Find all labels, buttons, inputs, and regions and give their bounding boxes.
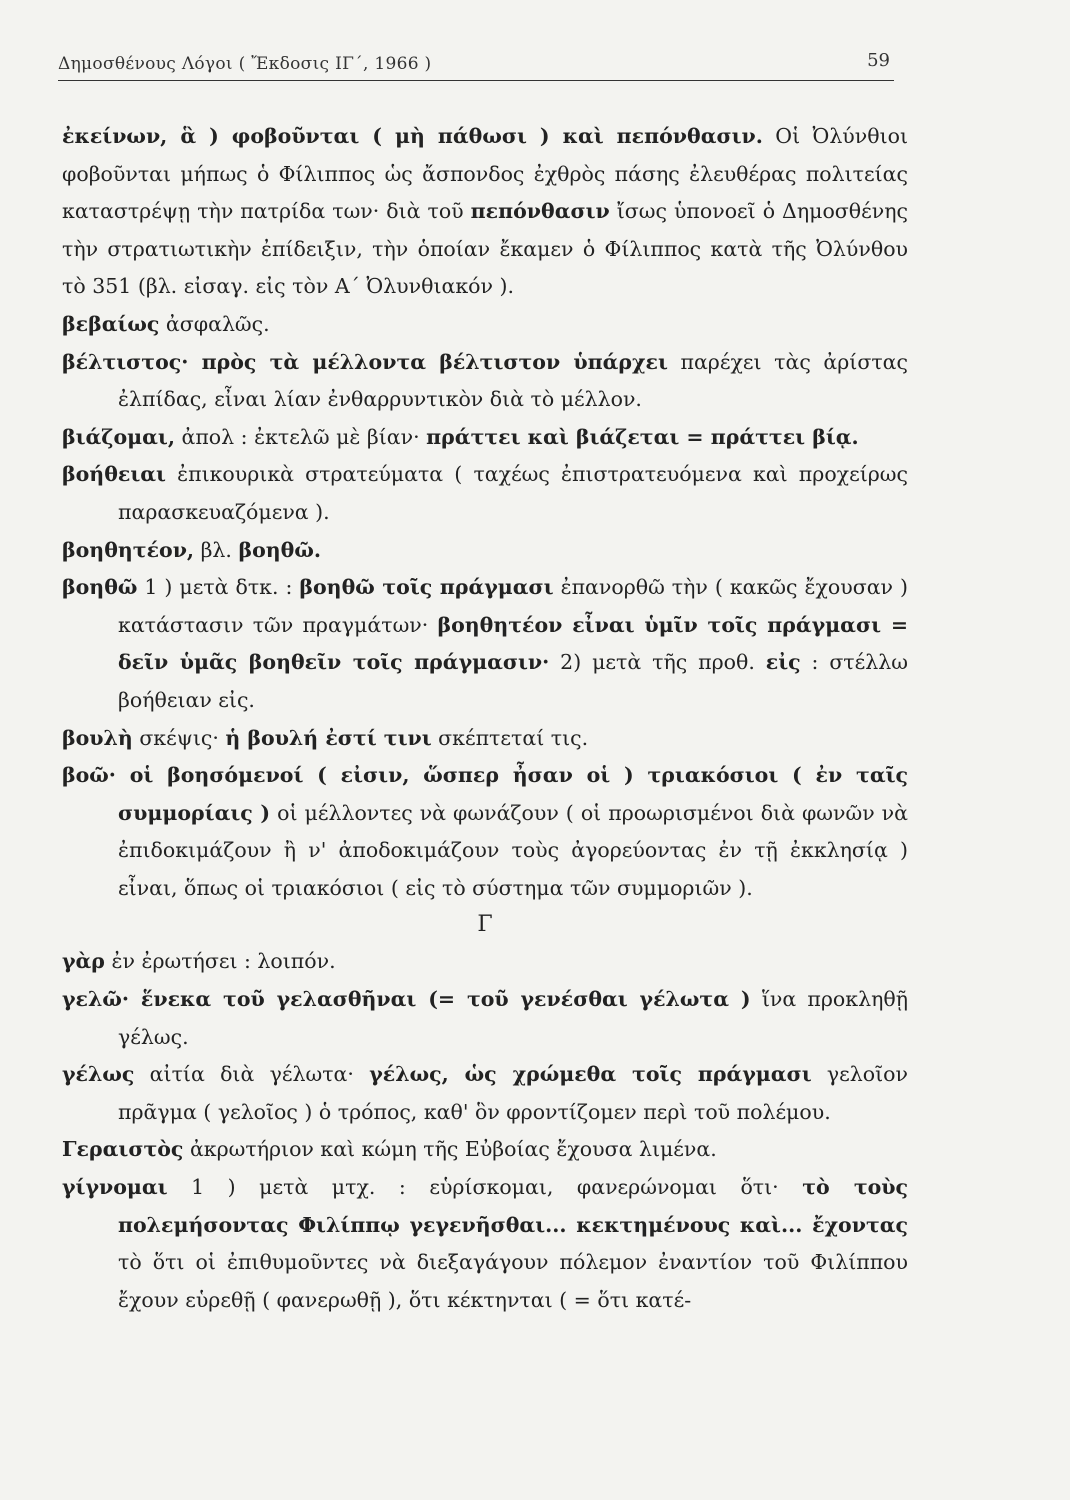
entry-term: ἡ βουλή ἐστί τινι <box>225 725 432 750</box>
entry-text: οἱ μέλλοντες νὰ φωνάζουν ( οἱ προωρισμένοι διὰ φωνῶν νὰ ἐπιδοκιμάζουν ἢ ν' ἀποδοκιμάζουν τοὺς ἀγορεύοντας ἐν τῇ ἐκκλησίᾳ ) εἶναι, ὅπως οἱ τριακόσιοι ( εἰς τὸ σύστημα τῶν συμμοριῶν ). <box>118 800 908 900</box>
dictionary-entry <box>62 419 908 457</box>
entry-term: βοηθῶ τοῖς πράγμασι <box>299 575 554 600</box>
entry-text: Οἱ Ὀλύνθιοι φοβοῦνται μήπως ὁ Φίλιππος ὡς ἄσπονδος ἐχθρὸς πάσης ἐλευθέρας πολιτείας καταστρέψῃ τὴν πατρίδα των· διὰ τοῦ <box>62 124 908 224</box>
entry-text: ἀπολ : ἐκτελῶ μὲ βίαν· <box>174 424 427 449</box>
entry-term: βοηθητέον, <box>62 537 195 562</box>
entry-text: 2) μετὰ τῆς προθ. <box>549 650 766 675</box>
entry-text: ἐπανορθῶ τὴν ( κακῶς ἔχουσαν ) κατάστασιν τῶν πραγμάτων· <box>118 575 908 637</box>
entry-term: βέλτιστος· πρὸς τὰ μέλλοντα βέλτιστον ὑπάρχει <box>62 349 668 374</box>
entry-term: βοήθειαι <box>62 462 166 487</box>
entry-term: γὰρ <box>62 949 105 974</box>
entry-text: ἀσφαλῶς. <box>159 311 270 336</box>
entry-term: πεπόνθασιν <box>470 199 610 224</box>
header-title: Δημοσθένους Λόγοι ( Ἔκδοσις ΙΓ΄, 1966 ) <box>58 54 432 74</box>
entry-term: βεβαίως <box>62 311 160 336</box>
entry-term: γελῶ· ἕνεκα τοῦ γελασθῆναι (= τοῦ γενέσθαι γέλωτα ) <box>62 987 751 1012</box>
entry-term: γίγνομαι <box>62 1175 168 1200</box>
dictionary-entry <box>62 569 908 719</box>
entry-text: σκέπτεταί τις. <box>431 725 589 750</box>
entry-term: βουλὴ <box>62 725 133 750</box>
entry-term: βοηθῶ. <box>238 537 321 562</box>
entry-text: βλ. <box>194 537 239 562</box>
entry-text: ἀκρωτήριον καὶ κώμη τῆς Εὐβοίας ἔχουσα λιμένα. <box>183 1137 717 1162</box>
entry-text: : στέλλω βοήθειαν εἰς. <box>118 650 908 712</box>
entry-text: ἵνα προκληθῇ γέλως. <box>118 987 908 1049</box>
entry-term: εἰς <box>765 650 801 675</box>
dictionary-entry <box>62 981 908 1056</box>
dictionary-entry <box>62 306 908 344</box>
dictionary-entry <box>62 720 908 758</box>
entry-text: σκέψις· <box>132 725 226 750</box>
dictionary-entry <box>62 1169 908 1319</box>
dictionary-entry <box>62 1056 908 1131</box>
entry-text: 1 ) μετὰ δτκ. : <box>137 575 300 600</box>
entry-term: βοηθῶ <box>62 575 138 600</box>
dictionary-entry <box>62 456 908 531</box>
entry-text: ἐπικουρικὰ στρατεύματα ( ταχέως ἐπιστρατευόμενα καὶ προχείρως παρασκευαζόμενα ). <box>118 462 908 524</box>
dictionary-entry <box>62 1131 908 1169</box>
entry-term: Γεραιστὸς <box>62 1137 184 1162</box>
entry-term: βοηθητέον εἶναι ὑμῖν τοῖς πράγμασι = δεῖν ὑμᾶς βοηθεῖν τοῖς πράγμασιν· <box>118 612 908 675</box>
section-letter: Γ <box>477 912 493 938</box>
entry-term: πράττει καὶ βιάζεται = πράττει βίᾳ. <box>426 424 859 449</box>
entry-text: παρέχει τὰς ἀρίστας ἐλπίδας, εἶναι λίαν ἐνθαρρυντικὸν διὰ τὸ μέλλον. <box>118 349 908 412</box>
dictionary-entry <box>62 532 908 570</box>
running-header <box>58 50 894 81</box>
page-number: 59 <box>867 50 890 71</box>
entry-text: ἐν ἐρωτήσει : λοιπόν. <box>104 949 336 974</box>
dictionary-entry <box>62 118 908 306</box>
entry-term: ἐκείνων, ἃ ) φοβοῦνται ( μὴ πάθωσι ) καὶ πεπόνθασιν. <box>62 124 763 148</box>
entry-term: βιάζομαι, <box>62 424 175 449</box>
entry-text: ἴσως ὑπονοεῖ ὁ Δημοσθένης τὴν στρατιωτικὴν ἐπίδειξιν, τὴν ὁποίαν ἔκαμεν ὁ Φίλιππος κατὰ τῆς Ὀλύνθου τὸ 351 (βλ. εἰσαγ. εἰς τὸν Α΄ Ὀλυνθιακόν ). <box>62 199 908 299</box>
entry-term: τὸ τοὺς πολεμήσοντας Φιλίππῳ γεγενῆσθαι... κεκτημένους καὶ... ἔχοντας <box>118 1175 908 1237</box>
entry-term: γέλως, ὡς χρώμεθα τοῖς πράγμασι <box>369 1062 812 1087</box>
entry-text: 1 ) μετὰ μτχ. : εὑρίσκομαι, φανερώνομαι ὅτι· <box>167 1175 803 1200</box>
dictionary-entry <box>62 344 908 419</box>
entry-text: γελοῖον πρᾶγμα ( γελοῖος ) ὁ τρόπος, καθ' ὃν φροντίζομεν περὶ τοῦ πολέμου. <box>118 1062 908 1124</box>
entry-term: γέλως <box>62 1062 135 1087</box>
dictionary-entry <box>62 943 908 981</box>
entry-text: αἰτία διὰ γέλωτα· <box>134 1062 370 1087</box>
entry-term: βοῶ· οἱ βοησόμενοί ( εἰσιν, ὥσπερ ἦσαν οἱ ) τριακόσιοι ( ἐν ταῖς συμμορίαις ) <box>62 763 908 825</box>
dictionary-body <box>62 118 908 1319</box>
dictionary-entry <box>62 757 908 907</box>
entry-text: τὸ ὅτι οἱ ἐπιθυμοῦντες νὰ διεξαγάγουν πόλεμον ἐναντίον τοῦ Φιλίππου ἔχουν εὑρεθῇ ( φανερωθῇ ), ὅτι κέκτηνται ( = ὅτι κατέ- <box>118 1250 908 1312</box>
